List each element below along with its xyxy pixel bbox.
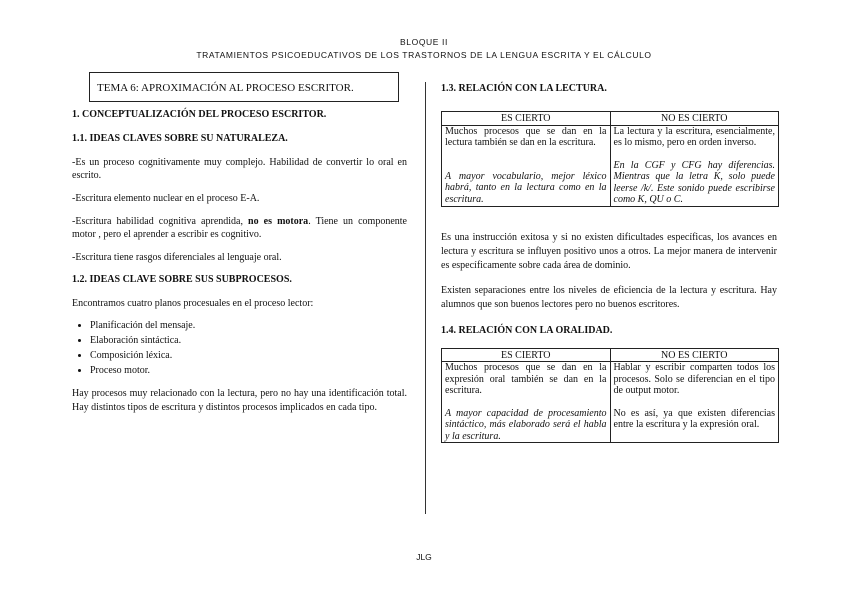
cell-text: Muchos procesos que se dan en la expresión oral también se dan en la escritura. <box>445 362 607 396</box>
cell-text: A mayor vocabulario, mejor léxico habrá, tanto en la lectura como en la escritura. <box>445 170 607 205</box>
paragraph-nuclear: -Escritura elemento nuclear en el proceso E-A. <box>72 193 260 204</box>
table-oralidad <box>441 348 779 444</box>
column-header-no-cierto: NO ES CIERTO <box>610 348 779 362</box>
list-item: • Composición léxica. <box>90 348 407 363</box>
paragraph-habilidad <box>72 215 407 241</box>
paragraph-planos: Encontramos cuatro planos procesuales en el proceso lector: <box>72 298 314 309</box>
subprocess-list <box>72 318 407 378</box>
heading-ideas-subprocesos: 1.2. IDEAS CLAVE SOBRE SUS SUBPROCESOS. <box>72 274 292 285</box>
column-header-cierto: ES CIERTO <box>442 348 611 362</box>
text-no-motora: no es motora <box>248 216 309 227</box>
cell-text: En la CGF y CFG hay diferencias. Mientras que la letra K, solo puede leerse /k/. Este sonido puede escribirse como K, QU o C. <box>613 159 775 205</box>
list-item: • Proceso motor. <box>90 363 407 378</box>
list-item: • Elaboración sintáctica. <box>90 333 407 348</box>
column-header-no-cierto: NO ES CIERTO <box>610 112 779 126</box>
paragraph-procesos-lectura: Hay procesos muy relacionado con la lectura, pero no hay una identificación total. Hay distintos tipos de escritura y distintos procesos implicados en cada tipo. <box>72 388 407 413</box>
text-habilidad-a: -Escritura habilidad cognitiva aprendida, <box>72 216 249 227</box>
paragraph-instruccion: Es una instrucción exitosa y si no existen dificultades específicas, los avances en lectura y escritura se influyen positivo unos a otros. La mejor manera de intervenir es específicamente sobre cada área de dominio. <box>441 231 777 271</box>
heading-conceptualizacion: 1. CONCEPTUALIZACIÓN DEL PROCESO ESCRITOR. <box>72 109 327 120</box>
right-column <box>441 82 777 443</box>
column-header-cierto: ES CIERTO <box>442 112 611 126</box>
paragraph-rasgos: -Escritura tiene rasgos diferenciales al lenguaje oral. <box>72 252 282 263</box>
heading-ideas-naturaleza: 1.1. IDEAS CLAVES SOBRE SU NATURALEZA. <box>72 133 288 144</box>
list-item: • Planificación del mensaje. <box>90 318 407 333</box>
cell-text: Hablar y escribir comparten todos los procesos. Solo se diferencian en el tipo de output motor. <box>613 362 775 396</box>
cell-text: No es así, ya que existen diferencias entre la escritura y la expresión oral. <box>613 407 775 430</box>
table-cell <box>610 125 779 206</box>
table-cell <box>442 362 611 443</box>
left-column <box>72 72 407 415</box>
heading-relacion-oralidad: 1.4. RELACIÓN CON LA ORALIDAD. <box>441 324 613 336</box>
table-cell <box>442 125 611 206</box>
text-habilidad-c: . Tiene un componente motor , pero el aprender a escribir es cognitivo. <box>72 216 407 240</box>
paragraph-complejo: -Es un proceso cognitivamente muy complejo. Habilidad de convertir lo oral en escrito. <box>72 157 407 181</box>
table-lectura <box>441 111 779 207</box>
tema-box: TEMA 6: APROXIMACIÓN AL PROCESO ESCRITOR. <box>89 72 399 102</box>
footer-initials: JLG <box>416 552 432 562</box>
bloque-title: BLOQUE II <box>400 37 448 47</box>
cell-text: La lectura y la escritura, esencialmente, es lo mismo, pero en orden inverso. <box>613 125 775 148</box>
cell-text: Muchos procesos que se dan en la lectura también se dan en la escritura. <box>445 125 607 148</box>
course-title: TRATAMIENTOS PSICOEDUCATIVOS DE LOS TRASTORNOS DE LA LENGUA ESCRITA Y EL CÁLCULO <box>196 50 652 60</box>
heading-relacion-lectura: 1.3. RELACIÓN CON LA LECTURA. <box>441 83 607 94</box>
cell-text: A mayor capacidad de procesamiento sintáctico, más elaborado será el habla y la escritura. <box>445 407 607 442</box>
column-divider <box>425 82 426 514</box>
table-cell <box>610 362 779 443</box>
paragraph-separaciones: Existen separaciones entre los niveles de eficiencia de la lectura y escritura. Hay alumnos que son buenos lectores pero no buenos escritores. <box>441 284 777 310</box>
